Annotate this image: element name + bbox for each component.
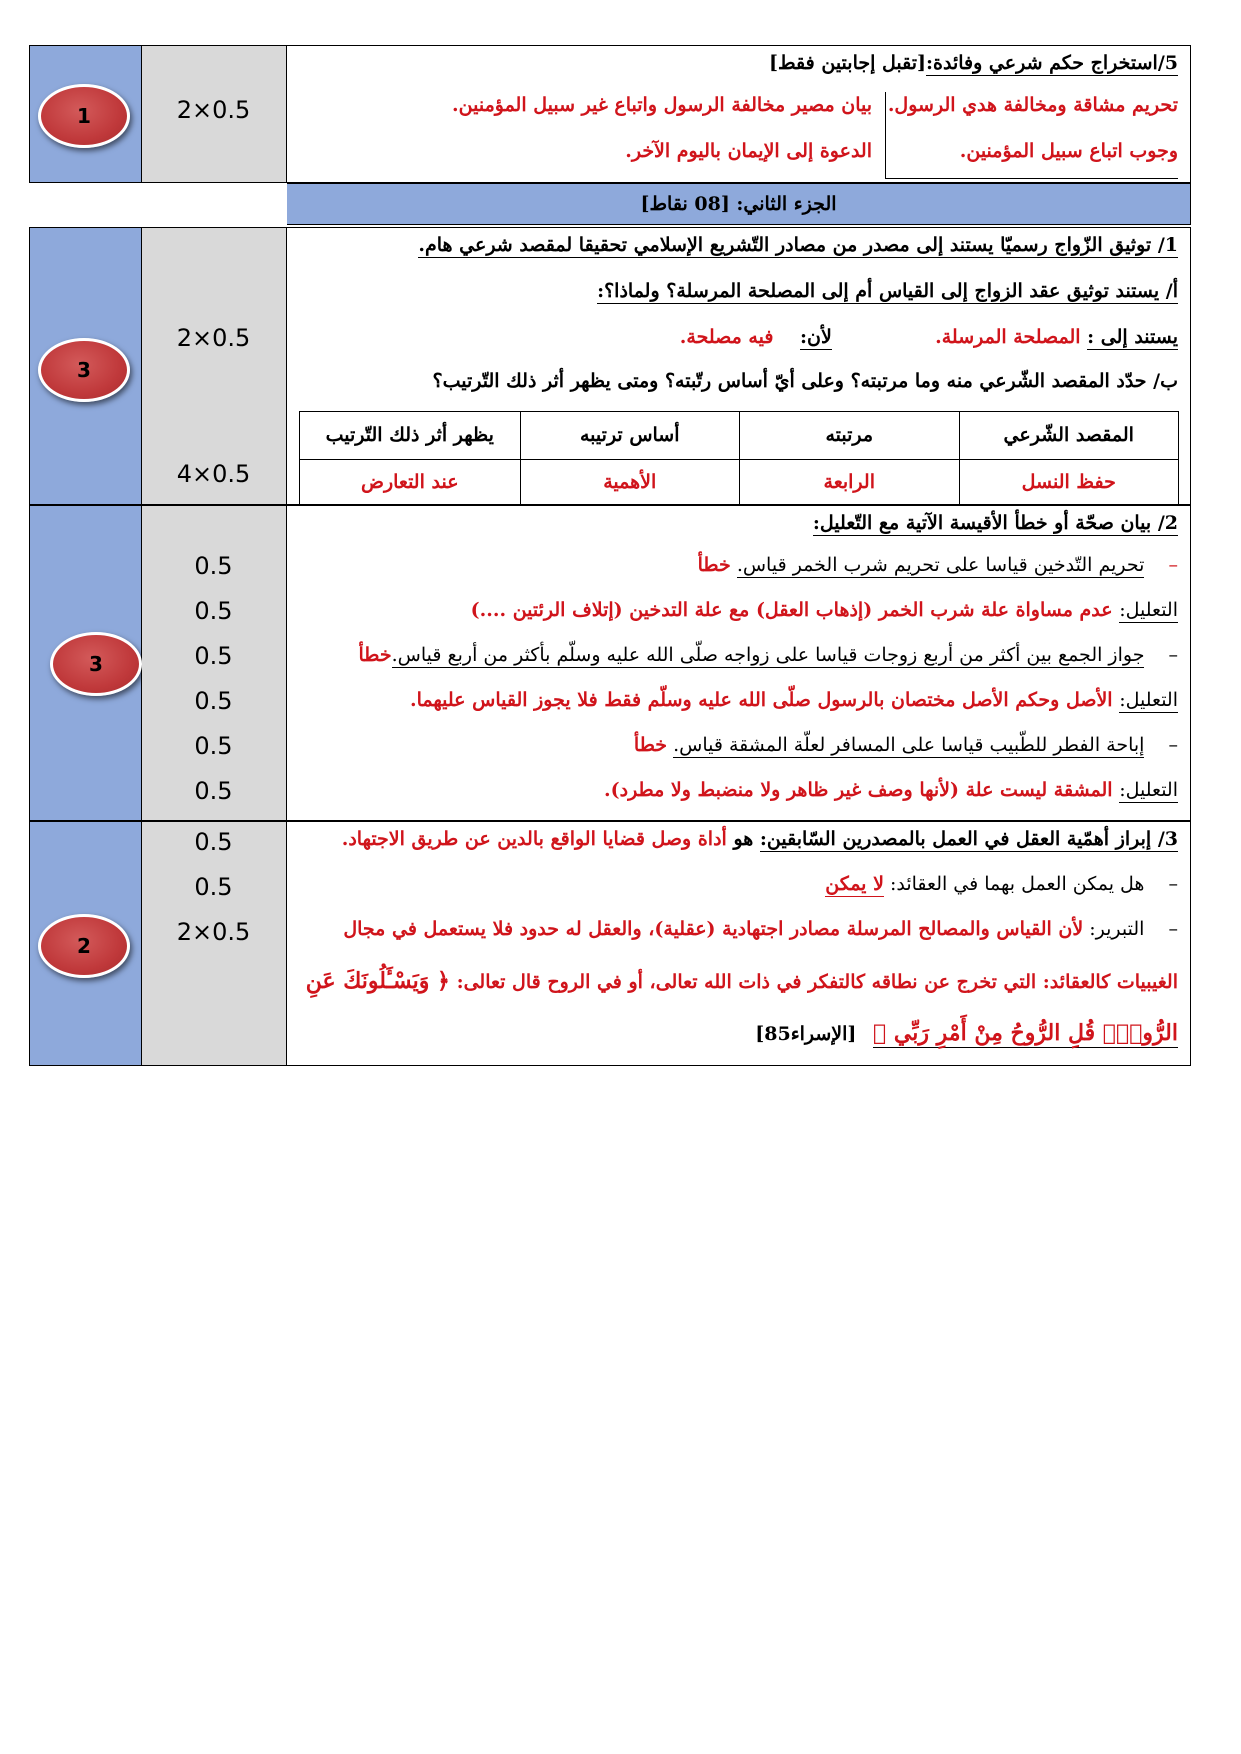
q3-ask-text: هل يمكن العمل بهما في العقائد: xyxy=(889,873,1145,895)
quran-verse-part-1: ﴿ وَيَسْـَٔلُونَكَ عَنِ xyxy=(305,968,450,994)
q1-b-question: ب/ حدّد المقصد الشّرعي منه وما مرتبته؟ وعلى أيّ أساس رتّبته؟ ومتى يظهر أثر ذلك التّرتيب؟ xyxy=(432,370,1178,392)
q3-justify xyxy=(343,918,1178,940)
q3-title xyxy=(342,828,1178,850)
q2-reason-1-text: عدم مساواة علة شرب الخمر (إذهاب العقل) مع علة التدخين (إتلاف الرئتين ....) xyxy=(470,599,1113,621)
q3-title-answer: أداة وصل قضايا الواقع بالدين عن طريق الاجتهاد. xyxy=(341,828,727,850)
points-cell xyxy=(142,505,287,821)
content-cell xyxy=(287,45,1191,183)
points-value: 2×0.5 xyxy=(176,918,251,946)
table-value-effect: عند التعارض xyxy=(300,459,520,506)
dash: – xyxy=(1168,644,1178,666)
q3-ask-answer: لا يمكن xyxy=(825,873,884,895)
reason-label: التعليل: xyxy=(1119,599,1178,621)
q1-title-text: 1/ توثيق الزّواج رسميّا يستند إلى مصدر من مصادر التّشريع الإسلامي تحقيقا لمقصد شرعي هام. xyxy=(418,234,1178,256)
points-value: 0.5 xyxy=(194,687,233,715)
q1-a-answer-line xyxy=(680,326,1178,348)
dash: – xyxy=(1168,918,1178,940)
points-cell xyxy=(142,45,287,183)
section5-title xyxy=(769,52,1178,74)
table-value-basis: الأهمية xyxy=(520,459,740,506)
score-badge: 2 xyxy=(38,914,130,978)
table-value-rank: الرابعة xyxy=(739,459,959,506)
q3-justify-text: لأن القياس والمصالح المرسلة مصادر اجتهادية (عقلية)، والعقل له حدود فلا يستعمل في مجال xyxy=(343,918,1084,940)
row-question-3 xyxy=(29,821,1191,1066)
score-cell xyxy=(29,505,142,821)
q2-reason-3-text: المشقة ليست علة (لأنها وصف غير ظاهر ولا منضبط ولا مطرد). xyxy=(604,779,1113,801)
section5-title-note: [تقبل إجابتين فقط] xyxy=(769,52,927,74)
points-value: 0.5 xyxy=(194,828,233,856)
reason-label: التعليل: xyxy=(1119,689,1178,711)
content-cell xyxy=(287,821,1191,1066)
q3-title-text: 3/ إبراز أهمّية العقل في العمل بالمصدرين السّابقين: xyxy=(759,828,1178,850)
table-header-rank: مرتبته xyxy=(739,412,959,459)
score-badge: 1 xyxy=(38,84,130,148)
q2-item-1-text: تحريم التّدخين قياسا على تحريم شرب الخمر قياس. xyxy=(736,554,1145,576)
points-value: 0.5 xyxy=(194,552,233,580)
q2-title xyxy=(813,512,1178,534)
q1-a-answer: المصلحة المرسلة. xyxy=(935,326,1081,348)
q2-item-2-answer: خطأ xyxy=(358,644,392,666)
points-value: 2×0.5 xyxy=(176,96,251,124)
q2-title-text: 2/ بيان صحّة أو خطأ الأقيسة الآتية مع التّعليل: xyxy=(812,512,1178,534)
dash: – xyxy=(1168,873,1178,895)
row-question-1 xyxy=(29,227,1191,505)
section5-title-text: 5/استخراج حكم شرعي وفائدة: xyxy=(926,52,1178,74)
q3-title-answer-black: هو xyxy=(733,828,754,850)
q2-item-3 xyxy=(634,734,1178,756)
points-value: 0.5 xyxy=(194,597,233,625)
part2-header: الجزء الثاني: [08 نقاط] xyxy=(287,183,1191,225)
section5-right-1: تحريم مشاقة ومخالفة هدي الرسول. xyxy=(887,94,1178,116)
score-cell xyxy=(29,227,142,505)
q2-reason-2-text: الأصل وحكم الأصل مختصان بالرسول صلّى الله عليه وسلّم فقط فلا يجوز القياس عليهما. xyxy=(410,689,1113,711)
points-cell xyxy=(142,821,287,1066)
verse-reference: [الإسراء85] xyxy=(755,1023,857,1045)
section5-left-1: بيان مصير مخالفة الرسول واتباع غير سبيل المؤمنين. xyxy=(452,94,872,116)
content-cell xyxy=(287,227,1191,505)
table-header-effect: يظهر أثر ذلك التّرتيب xyxy=(325,424,494,447)
q2-item-1 xyxy=(698,554,1178,576)
reason-label: التعليل: xyxy=(1119,779,1178,801)
q1-a-question xyxy=(597,280,1178,302)
points-value-b: 4×0.5 xyxy=(176,460,251,488)
q2-reason-2 xyxy=(410,689,1178,711)
section5-right-2: وجوب اتباع سبيل المؤمنين. xyxy=(959,140,1178,162)
points-value: 0.5 xyxy=(194,777,233,805)
q1-a-reason: فيه مصلحة. xyxy=(679,326,774,348)
section5-left-2: الدعوة إلى الإيمان باليوم الآخر. xyxy=(625,140,872,162)
q1-a-because: لأن: xyxy=(800,326,832,348)
q2-item-2 xyxy=(359,644,1178,666)
points-cell xyxy=(142,227,287,505)
q2-item-1-answer: خطأ xyxy=(697,554,731,576)
q2-item-2-text: جواز الجمع بين أكثر من أربع زوجات قياسا على زواجه صلّى الله عليه وسلّم بأكثر من أربع قياس. xyxy=(391,644,1145,666)
score-badge: 3 xyxy=(38,338,130,402)
q1-title xyxy=(418,234,1178,256)
q1-table xyxy=(299,411,1179,506)
q3-justify-text-2: الغيبيات كالعقائد: التي تخرج عن نطاقه كالتفكر في ذات الله تعالى، أو في الروح قال تعالى: xyxy=(456,971,1178,993)
dash: – xyxy=(1168,554,1178,576)
table-value-objective: حفظ النسل xyxy=(959,459,1179,506)
points-value: 0.5 xyxy=(194,642,233,670)
row-question-2 xyxy=(29,505,1191,821)
q1-a-question-text: أ/ يستند توثيق عقد الزواج إلى القياس أم إلى المصلحة المرسلة؟ ولماذا؟: xyxy=(597,280,1178,302)
table-header-basis: أساس ترتيبه xyxy=(520,412,740,459)
score-cell xyxy=(29,821,142,1066)
points-value: 0.5 xyxy=(194,873,233,901)
q2-reason-1 xyxy=(471,599,1178,621)
q3-ask xyxy=(825,873,1178,895)
row-section-5 xyxy=(29,45,1191,183)
q2-item-3-answer: خطأ xyxy=(633,734,668,756)
score-cell xyxy=(29,45,142,183)
q2-item-3-text: إباحة الفطر للطّبيب قياسا على المسافر لعلّة المشقة قياس. xyxy=(673,734,1145,756)
q3-verse-line xyxy=(755,1020,1178,1046)
q3-justify-label: التبرير: xyxy=(1089,918,1145,940)
dash: – xyxy=(1168,734,1178,756)
quran-verse-part-2: الرُّوحِۖ قُلِ الرُّوحُ مِنْ أَمْرِ رَبِّي ﴾ xyxy=(873,1020,1178,1046)
section5-right-column xyxy=(885,92,1178,179)
q2-reason-3 xyxy=(604,779,1178,801)
score-badge: 3 xyxy=(50,632,142,696)
q3-justify-line-2 xyxy=(306,968,1178,994)
points-value-a: 2×0.5 xyxy=(176,324,251,352)
content-cell xyxy=(287,505,1191,821)
table-header-objective: المقصد الشّرعي xyxy=(959,412,1179,459)
q1-a-label: يستند إلى : xyxy=(1087,326,1178,348)
points-value: 0.5 xyxy=(194,732,233,760)
